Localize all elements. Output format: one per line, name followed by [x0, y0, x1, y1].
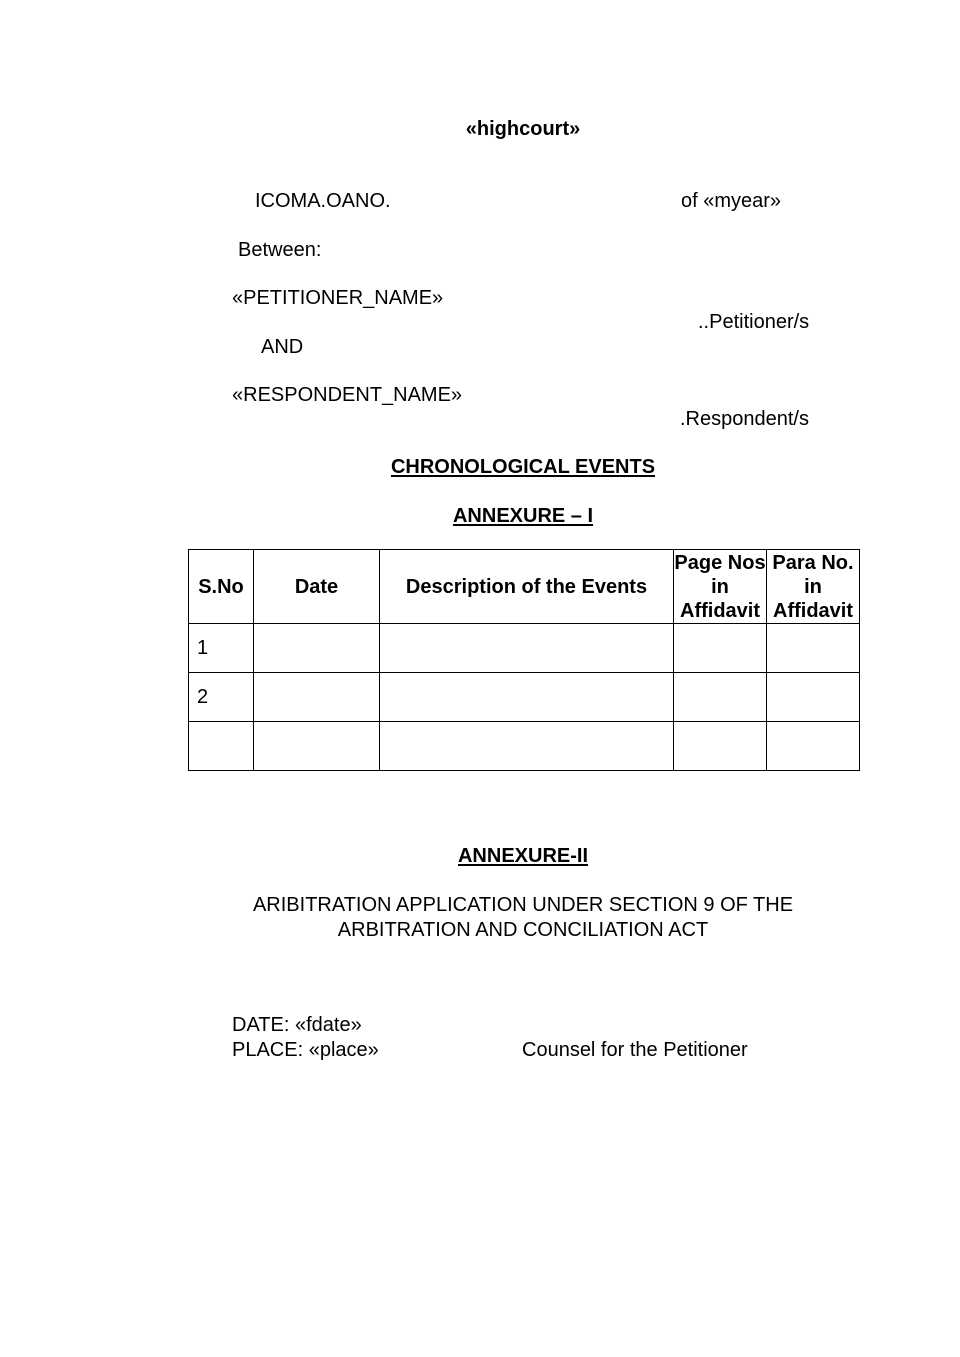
- header-para-no: Para No. in Affidavit: [767, 550, 860, 624]
- events-table: [188, 549, 860, 771]
- between-label: Between:: [238, 239, 322, 261]
- case-year: of «myear»: [681, 190, 782, 212]
- cell-date: [254, 624, 380, 673]
- cell-sno: 1: [189, 624, 254, 673]
- annexure-2-description: [230, 893, 816, 943]
- table-header-row: [189, 550, 860, 624]
- and-label: AND: [261, 336, 304, 358]
- header-sno: S.No: [189, 550, 254, 624]
- cell-sno: 2: [189, 673, 254, 722]
- cell-description: [380, 722, 674, 771]
- case-number: ICOMA.OANO.: [255, 190, 391, 212]
- header-page-nos: Page Nos in Affidavit: [674, 551, 766, 622]
- section-title: CHRONOLOGICAL EVENTS: [390, 456, 656, 478]
- place-line: PLACE: «place»: [232, 1039, 379, 1061]
- cell-date: [254, 722, 380, 771]
- respondent-role: .Respondent/s: [680, 408, 809, 430]
- respondent-name: «RESPONDENT_NAME»: [232, 384, 463, 406]
- header-date: Date: [254, 550, 380, 624]
- cell-para: [767, 624, 860, 673]
- cell-sno: [189, 722, 254, 771]
- cell-page: [674, 673, 767, 722]
- annexure-2-line-1: ARIBITRATION APPLICATION UNDER SECTION 9 OF THE: [252, 894, 794, 916]
- cell-page: [674, 624, 767, 673]
- cell-para: [767, 673, 860, 722]
- petitioner-name: «PETITIONER_NAME»: [232, 287, 444, 309]
- court-name: «highcourt»: [465, 118, 581, 140]
- table-row: [189, 722, 860, 771]
- date-line: DATE: «fdate»: [232, 1014, 362, 1036]
- cell-para: [767, 722, 860, 771]
- annexure-1-title: ANNEXURE – I: [452, 505, 594, 527]
- cell-description: [380, 673, 674, 722]
- counsel-signature: Counsel for the Petitioner: [522, 1039, 748, 1061]
- annexure-2-title: ANNEXURE-II: [457, 845, 589, 867]
- cell-description: [380, 624, 674, 673]
- cell-page: [674, 722, 767, 771]
- header-description: Description of the Events: [380, 550, 674, 624]
- table-row: [189, 673, 860, 722]
- annexure-2-line-2: ARBITRATION AND CONCILIATION ACT: [337, 919, 709, 941]
- table-row: [189, 624, 860, 673]
- petitioner-role: ..Petitioner/s: [698, 311, 810, 333]
- cell-date: [254, 673, 380, 722]
